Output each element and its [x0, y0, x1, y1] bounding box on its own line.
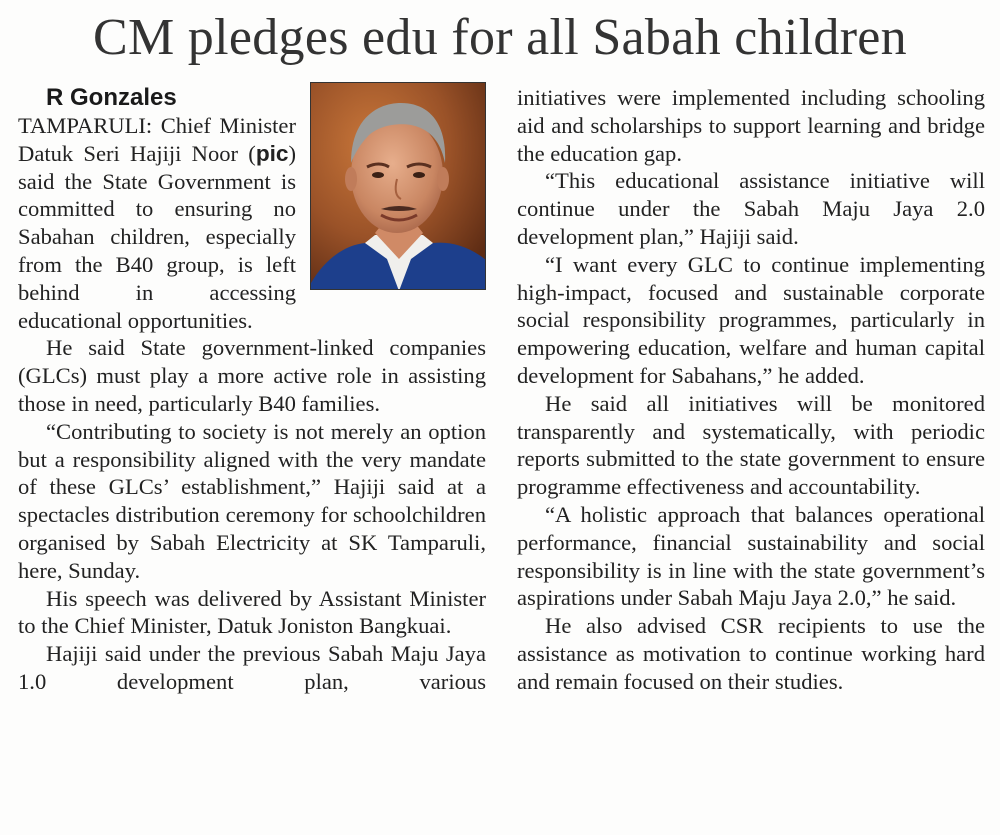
paragraph-4: His speech was delivered by Assistant Minister to the Chief Minister, Datuk Joniston Bangkuai. — [18, 585, 486, 639]
paragraph-3: “Contributing to society is not merely an option but a responsibility aligned with the very mandate of these GLCs’ establishment,” Hajiji said at a spectacles distribution ceremony for schoolchildren organised by Sabah Electricity at SK Tamparuli, here, Sunday. — [18, 418, 486, 583]
lead-text-part2: ) said the State Government is committed to ensuring no Sabahan children, especially from the B40 group, is left behind in accessing educational opportunities. — [18, 140, 296, 333]
paragraph-6: “This educational assistance initiative will continue under the Sabah Maju Jaya 2.0 development plan,” Hajiji said. — [517, 168, 985, 249]
dateline: TAMPARULI: — [18, 113, 153, 138]
portrait-illustration — [311, 83, 486, 290]
paragraph-2: He said State government-linked companies (GLCs) must play a more active role in assisting those in need, particularly B40 families. — [18, 335, 486, 416]
paragraph-10: He also advised CSR recipients to use the assistance as motivation to continue working hard and remain focused on their studies. — [517, 613, 985, 694]
paragraph-7: “I want every GLC to continue implementing high-impact, focused and sustainable corporate social responsibility programmes, particularly in empowering education, welfare and human capital development for Sabahans,” he added. — [517, 251, 985, 388]
paragraph-5: Hajiji said under the previous Sabah Maju Jaya 1.0 development plan, various — [18, 641, 486, 694]
paragraph-5-continued: initiatives were implemented including schooling aid and scholarships to support learning and bridge the education gap. — [517, 85, 985, 166]
article-column-right — [517, 84, 985, 696]
article-column-left — [18, 84, 486, 696]
portrait-photo — [310, 82, 486, 290]
lead-text-part1: Chief Minister Datuk Seri Hajiji Noor ( — [18, 113, 296, 166]
byline: R Gonzales — [46, 84, 177, 111]
paragraph-9: “A holistic approach that balances operational performance, financial sustainability and social responsibility is in line with the state government’s aspirations under Sabah Maju Jaya 2.0,” he said. — [517, 501, 985, 611]
headline: CM pledges edu for all Sabah children — [92, 9, 907, 66]
pic-label: pic — [255, 140, 289, 166]
paragraph-8: He said all initiatives will be monitored transparently and systematically, with periodic reports submitted to the state government to ensure programme effectiveness and accountability. — [517, 390, 985, 500]
